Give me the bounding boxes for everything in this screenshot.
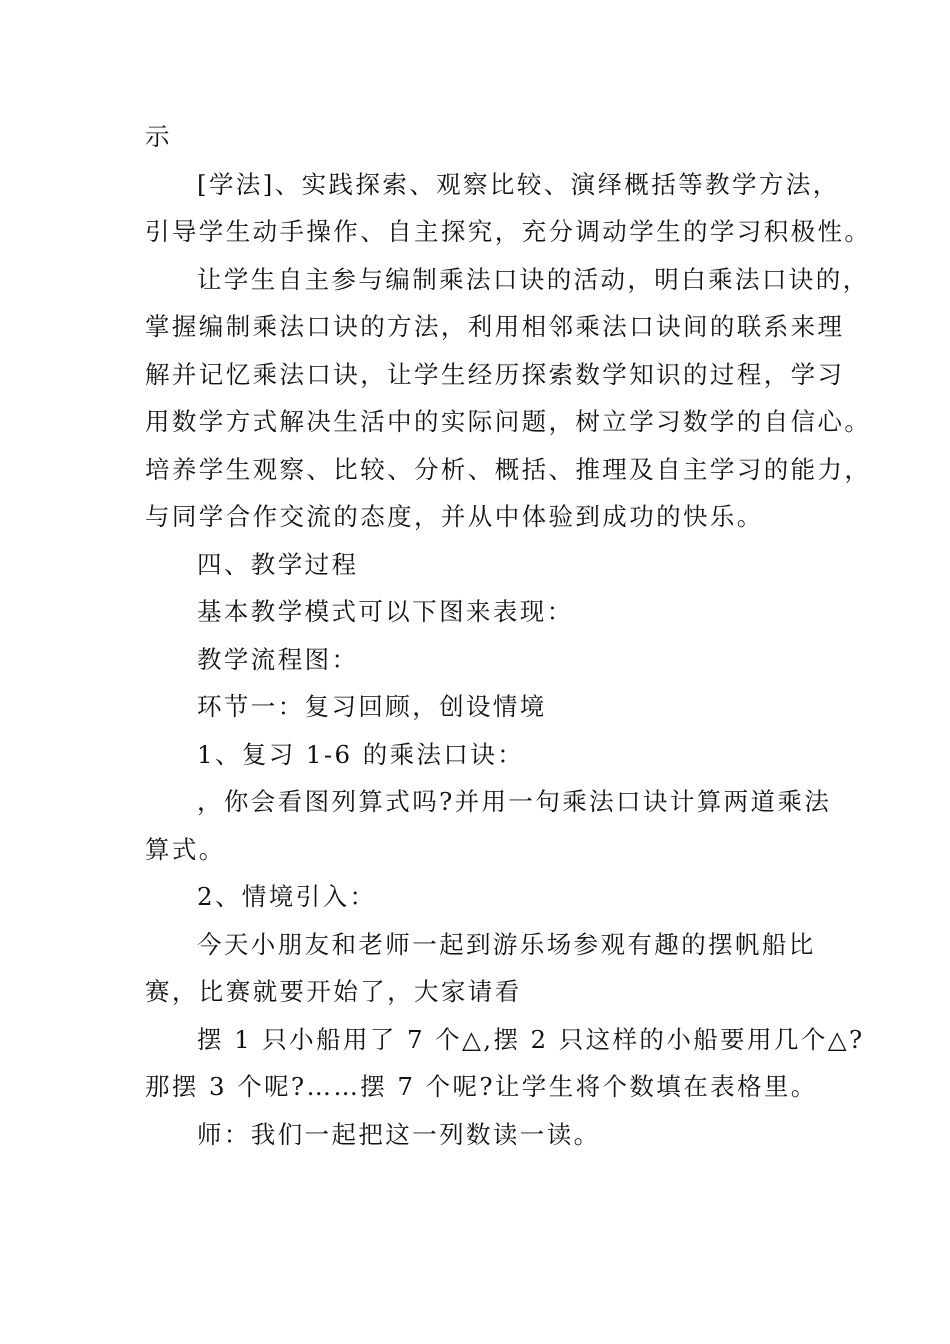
text-line: 1、复习 1-6 的乘法口诀： [197, 739, 525, 769]
text-line: 用数学方式解决生活中的实际问题，树立学习数学的自信心。 [145, 407, 872, 436]
text-line: 2、情境引入： [197, 882, 377, 911]
text-line: 解并记忆乘法口诀，让学生经历探索数学知识的过程，学习 [145, 359, 845, 389]
text-line: 算式。 [145, 834, 226, 864]
text-line: 示 [145, 122, 172, 151]
text-line: 那摆 3 个呢?……摆 7 个呢?让学生将个数填在表格里。 [145, 1072, 818, 1101]
section-heading: 四、教学过程 [197, 549, 359, 579]
text-line: 今天小朋友和老师一起到游乐场参观有趣的摆帆船比 [197, 929, 816, 959]
text-line: 基本教学模式可以下图来表现： [197, 597, 574, 626]
text-line: 赛，比赛就要开始了，大家请看 [145, 977, 522, 1006]
subsection-heading: 环节一：复习回顾，创设情境 [197, 692, 547, 721]
text-line: 让学生自主参与编制乘法口诀的活动，明白乘法口诀的， [197, 264, 870, 294]
text-line: 教学流程图： [197, 644, 359, 674]
text-line: ，你会看图列算式吗?并用一句乘法口诀计算两道乘法 [197, 787, 832, 816]
text-line: 引导学生动手操作、自主探究，充分调动学生的学习积极性。 [145, 217, 872, 246]
text-line: 掌握编制乘法口诀的方法，利用相邻乘法口诀间的联系来理 [145, 312, 845, 341]
text-line: 摆 1 只小船用了 7 个△,摆 2 只这样的小船要用几个△? [197, 1024, 865, 1054]
text-line: 师：我们一起把这一列数读一读。 [197, 1119, 601, 1149]
text-line: [学法]、实践探索、观察比较、演绎概括等教学方法， [197, 169, 840, 199]
document-body [145, 113, 872, 1158]
text-line: 培养学生观察、比较、分析、概括、推理及自主学习的能力， [145, 454, 872, 484]
text-line: 与同学合作交流的态度，并从中体验到成功的快乐。 [145, 502, 764, 531]
